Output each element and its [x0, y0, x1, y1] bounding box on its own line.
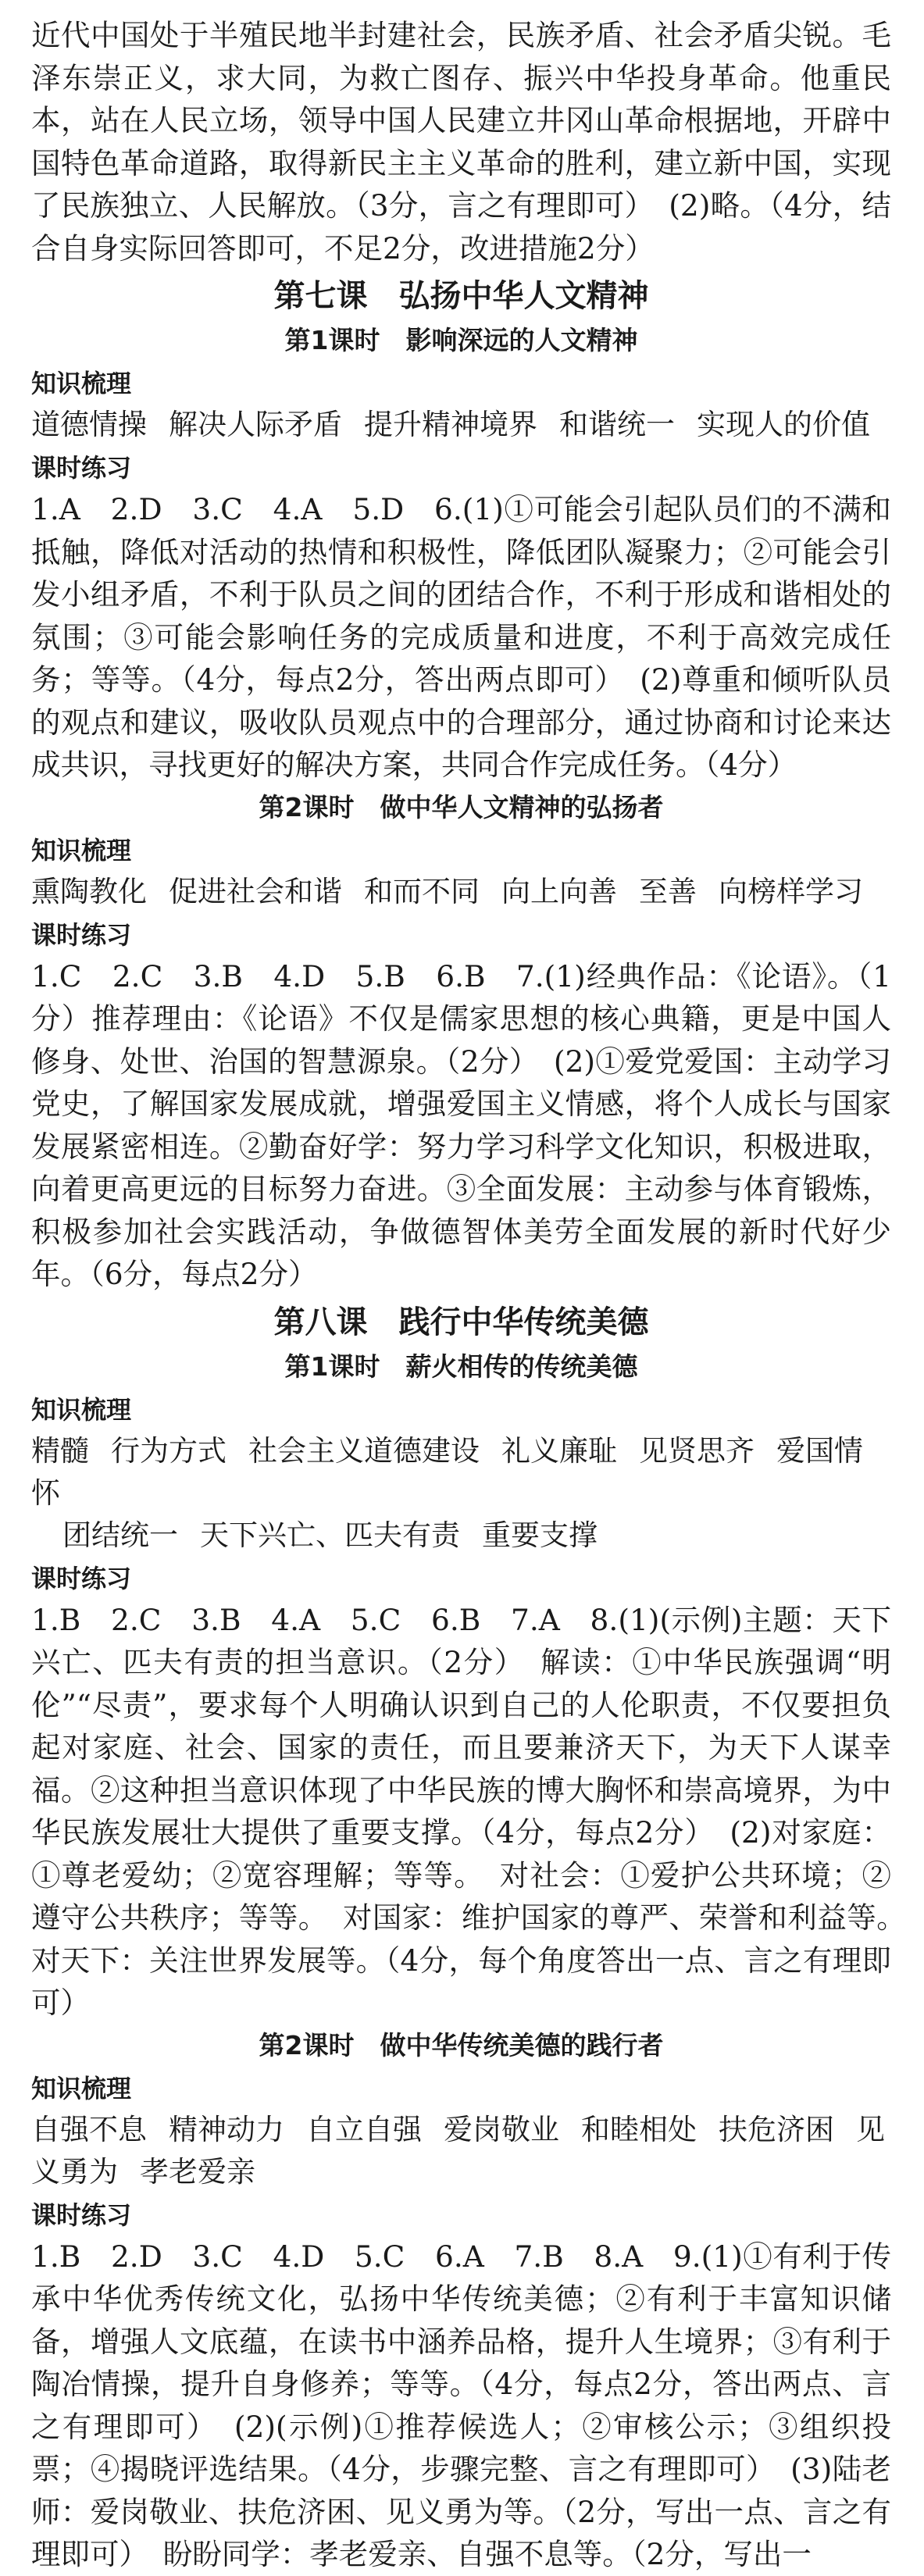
lesson7-period2-title: 第2课时 做中华人文精神的弘扬者 [259, 791, 664, 822]
practice-answers: 1.B 2.D 3.C 4.D 5.C 6.A 7.B 8.A 9.(1)①有利于传承中华优秀传统文化，弘扬中华传统美德；②有利于丰富知识储备，增强人文底蕴，在读书中涵养品格，提升人生境界；③有利于陶冶情操，提升自身修养；等等。（4分，每点2分，答出两点、言之有理即可） (2)(示例)①推荐候选人；②审核公示；③组织投票；④揭晓评选结果。（4分，步骤完整、言之有理即可） (3)陆老师：爱岗敬业、扶危济困、见义勇为等。（2分，写出一点、言之有理即可） 盼盼同学：孝老爱亲、自强不息等。（2分，写出一 [31, 2239, 891, 2571]
practice-answers: 1.A 2.D 3.C 4.A 5.D 6.(1)①可能会引起队员们的不满和抵触，降低对活动的热情和积极性，降低团队凝聚力；②可能会引发小组矛盾，不利于队员之间的团结合作，不利于形成和谐相处的氛围；③可能会影响任务的完成质量和进度，不利于高效完成任务；等等。（4分，每点2分，答出两点即可） (2)尊重和倾听队员的观点和建议，吸收队员观点中的合理部分，通过协商和讨论来达成共识，寻找更好的解决方案，共同合作完成任务。（4分） [31, 492, 891, 782]
practice-answers: 1.B 2.C 3.B 4.A 5.C 6.B 7.A 8.(1)(示例)主题：天下兴亡、匹夫有责的担当意识。（2分） 解读：①中华民族强调“明伦”“尽责”，要求每个人明确认识到自己的人伦职责，不仅要担负起对家庭、社会、国家的责任，而且要兼济天下，为天下人谋幸福。②这种担当意识体现了中华民族的博大胸怀和崇高境界，为中华民族发展壮大提供了重要支撑。（4分，每点2分） (2)对家庭：①尊老爱幼；②宽容理解；等等。 对社会：①爱护公共环境；②遵守公共秩序；等等。 对国家：维护国家的尊严、荣誉和利益等。 对天下：关注世界发展等。（4分，每个角度答出一点、言之有理即可） [31, 1602, 921, 2020]
practice-heading: 课时练习 [31, 2200, 132, 2230]
intro-paragraph: 近代中国处于半殖民地半封建社会，民族矛盾、社会矛盾尖锐。毛泽东崇正义，求大同，为救亡图存、振兴中华投身革命。他重民本，站在人民立场，领导中国人民建立井冈山革命根据地，开辟中国特色革命道路，取得新民主主义革命的胜利，建立新中国，实现了民族独立、人民解放。（3分，言之有理即可） (2)略。（4分，结合自身实际回答即可，不足2分，改进措施2分） [31, 18, 891, 266]
term: 实现人的价值 [697, 408, 870, 441]
term: 和睦相处 [581, 2112, 697, 2146]
knowledge-heading: 知识梳理 [31, 835, 132, 865]
term: 提升精神境界 [364, 408, 537, 441]
term: 扶危济困 [719, 2112, 834, 2146]
knowledge-terms-continued [31, 2151, 891, 2193]
term: 礼义廉耻 [501, 1433, 617, 1468]
term: 行为方式 [111, 1433, 227, 1468]
term: 解决人际矛盾 [169, 408, 342, 441]
term: 爱国情怀 [31, 1433, 863, 1510]
term: 精髓 [31, 1433, 89, 1468]
term: 和而不同 [364, 874, 480, 908]
term: 孝老爱亲 [140, 2154, 255, 2189]
term: 和谐统一 [559, 408, 675, 441]
term: 熏陶教化 [31, 874, 147, 908]
term: 义勇为 [31, 2154, 118, 2189]
practice-heading: 课时练习 [31, 453, 132, 483]
practice-heading: 课时练习 [31, 919, 132, 950]
lesson8-period2-title: 第2课时 做中华传统美德的践行者 [259, 2029, 664, 2060]
lesson8-period1-title: 第1课时 薪火相传的传统美德 [284, 1350, 638, 1382]
term: 见贤思齐 [639, 1433, 755, 1468]
term: 天下兴亡、匹夫有责 [200, 1518, 460, 1552]
practice-answers: 1.C 2.C 3.B 4.D 5.B 6.B 7.(1)经典作品：《论语》。（1分）推荐理由：《论语》不仅是儒家思想的核心典籍，更是中国人修身、处世、治国的智慧源泉。（2分） (2)①爱党爱国：主动学习党史，了解国家发展成就，增强爱国主义情感，将个人成长与国家发展紧密相连。②勤奋好学：努力学习科学文化知识，积极进取，向着更高更远的目标努力奋进。③全面发展：主动参与体育锻炼，积极参加社会实践活动，争做德智体美劳全面发展的新时代好少年。（6分，每点2分） [31, 958, 891, 1291]
knowledge-terms-continued [31, 1515, 891, 1557]
lesson7-period1-title: 第1课时 影响深远的人文精神 [284, 325, 638, 355]
knowledge-terms [31, 404, 891, 446]
term: 重要支撑 [482, 1518, 598, 1552]
term: 至善 [639, 874, 697, 908]
practice-heading: 课时练习 [31, 1563, 132, 1593]
term: 见 [856, 2112, 885, 2146]
term: 精神动力 [169, 2112, 284, 2146]
knowledge-heading: 知识梳理 [31, 1394, 132, 1425]
term: 促进社会和谐 [169, 874, 342, 908]
term: 社会主义道德建设 [248, 1433, 480, 1468]
knowledge-terms [31, 1430, 891, 1515]
lesson7-title: 第七课 弘扬中华人文精神 [273, 278, 649, 314]
term: 自强不息 [31, 2112, 147, 2146]
knowledge-terms [31, 871, 891, 913]
term: 团结统一 [62, 1518, 178, 1552]
term: 向榜样学习 [719, 874, 863, 908]
lesson8-title: 第八课 践行中华传统美德 [273, 1304, 649, 1340]
knowledge-heading: 知识梳理 [31, 369, 132, 398]
term: 道德情操 [31, 408, 147, 441]
term: 爱岗敬业 [444, 2112, 559, 2146]
knowledge-heading: 知识梳理 [31, 2073, 132, 2103]
knowledge-terms [31, 2109, 891, 2151]
term: 自立自强 [306, 2112, 422, 2146]
term: 向上向善 [501, 874, 617, 908]
